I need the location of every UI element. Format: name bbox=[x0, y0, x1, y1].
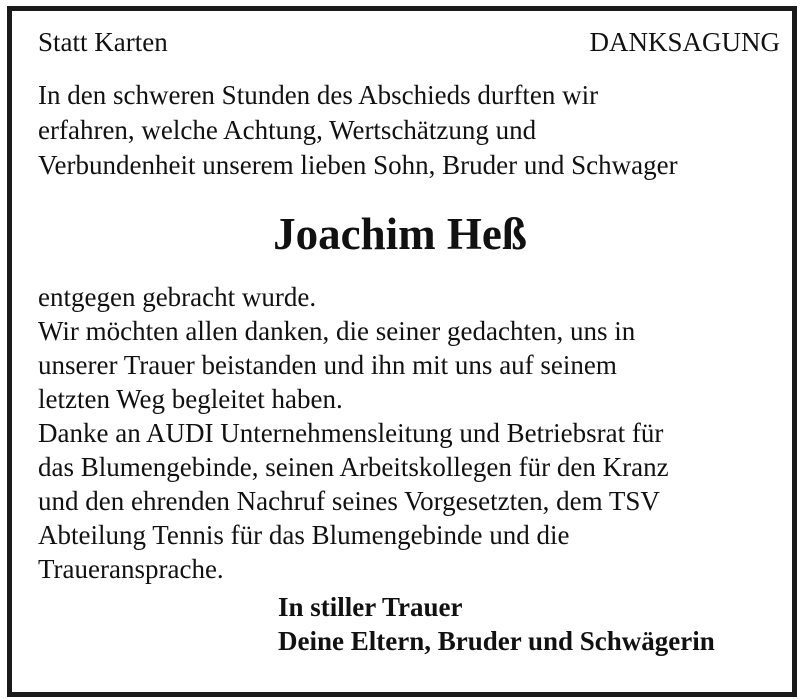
body-line: entgegen gebracht wurde. bbox=[38, 282, 317, 312]
signature-line-family: Deine Eltern, Bruder und Schwägerin bbox=[278, 626, 715, 656]
intro-line: In den schweren Stunden des Abschieds durften wir bbox=[38, 80, 599, 110]
body-line: das Blumengebinde, seinen Arbeitskollegen für den Kranz bbox=[38, 452, 669, 482]
deceased-name: Joachim Heß bbox=[273, 209, 527, 259]
notice-header bbox=[38, 26, 780, 58]
intro-paragraph bbox=[38, 78, 778, 183]
body-line: Abteilung Tennis für das Blumengebinde und die bbox=[38, 520, 570, 550]
body-line: Traueransprache. bbox=[38, 554, 224, 584]
body-paragraph bbox=[38, 280, 778, 586]
intro-line: erfahren, welche Achtung, Wertschätzung und bbox=[38, 115, 537, 145]
body-line: Wir möchten allen danken, die seiner gedachten, uns in bbox=[38, 316, 636, 346]
signature-line-mourning: In stiller Trauer bbox=[278, 592, 463, 622]
body-line: letzten Weg begleitet haben. bbox=[38, 384, 343, 414]
danksagung-title: DANKSAGUNG bbox=[589, 27, 780, 57]
intro-line: Verbundenheit unserem lieben Sohn, Bruder und Schwager bbox=[38, 150, 678, 180]
body-line: und den ehrenden Nachruf seines Vorgesetzten, dem TSV bbox=[38, 486, 660, 516]
body-line: unserer Trauer beistanden und ihn mit uns auf seinem bbox=[38, 350, 617, 380]
body-line: Danke an AUDI Unternehmensleitung und Betriebsrat für bbox=[38, 418, 664, 448]
statt-karten-label: Statt Karten bbox=[38, 27, 168, 57]
signature-block bbox=[278, 590, 715, 658]
